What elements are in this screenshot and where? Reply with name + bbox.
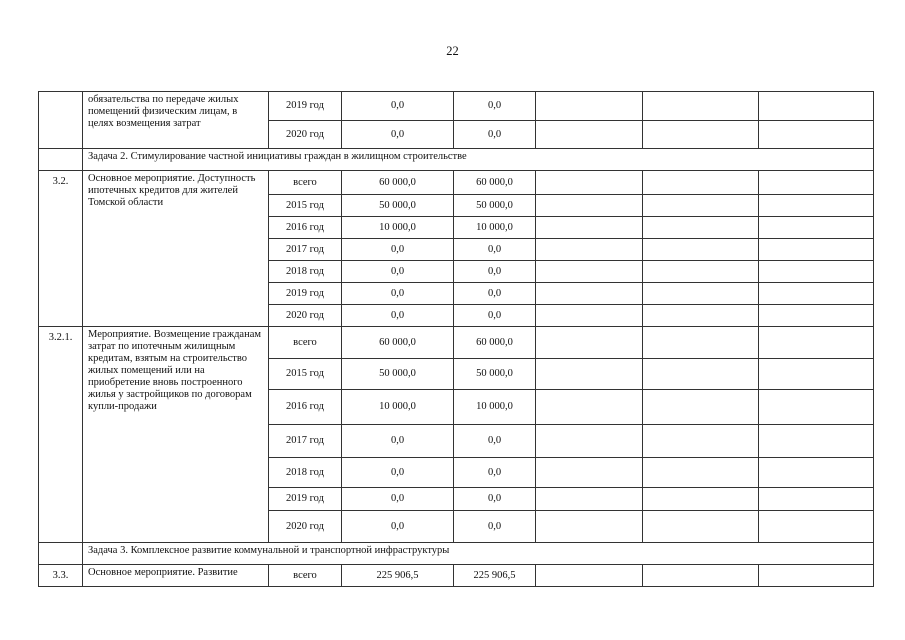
empty-cell xyxy=(759,283,874,305)
year-cell: 2019 год xyxy=(269,92,342,121)
empty-cell xyxy=(643,458,759,488)
value-cell: 0,0 xyxy=(454,511,536,543)
empty-cell xyxy=(759,171,874,195)
empty-cell xyxy=(759,217,874,239)
year-cell: всего xyxy=(269,327,342,359)
empty-cell xyxy=(759,195,874,217)
empty-cell xyxy=(759,511,874,543)
year-cell: 2017 год xyxy=(269,425,342,458)
value-cell: 0,0 xyxy=(454,458,536,488)
value-cell: 10 000,0 xyxy=(342,217,454,239)
item-number: 3.2. xyxy=(39,171,83,327)
empty-cell xyxy=(759,121,874,149)
value-cell: 0,0 xyxy=(454,305,536,327)
empty-cell xyxy=(643,283,759,305)
value-cell: 50 000,0 xyxy=(454,195,536,217)
empty-cell xyxy=(643,565,759,587)
task-row xyxy=(39,543,874,565)
value-cell: 0,0 xyxy=(342,488,454,511)
empty-cell xyxy=(643,92,759,121)
value-cell: 0,0 xyxy=(342,121,454,149)
item-name: Мероприятие. Возмещение гражданам затрат по ипотечным жилищным кредитам, взятым на строительство жилых помещений или на приобретение вновь построенного жилья у застройщиков по договорам купли-продажи xyxy=(83,327,269,543)
year-cell: 2020 год xyxy=(269,511,342,543)
empty-cell xyxy=(536,121,643,149)
empty-cell xyxy=(39,543,83,565)
item-name: Основное мероприятие. Доступность ипотечных кредитов для жителей Томской области xyxy=(83,171,269,327)
empty-cell xyxy=(536,425,643,458)
task-row xyxy=(39,149,874,171)
year-cell: 2019 год xyxy=(269,283,342,305)
value-cell: 60 000,0 xyxy=(454,171,536,195)
value-cell: 10 000,0 xyxy=(454,217,536,239)
empty-cell xyxy=(643,425,759,458)
empty-cell xyxy=(536,171,643,195)
value-cell: 60 000,0 xyxy=(454,327,536,359)
table-row xyxy=(39,171,874,195)
empty-cell xyxy=(536,283,643,305)
empty-cell xyxy=(643,511,759,543)
value-cell: 60 000,0 xyxy=(342,171,454,195)
empty-cell xyxy=(536,305,643,327)
value-cell: 0,0 xyxy=(342,239,454,261)
empty-cell xyxy=(536,565,643,587)
empty-cell xyxy=(759,261,874,283)
empty-cell xyxy=(759,239,874,261)
value-cell: 0,0 xyxy=(342,92,454,121)
year-cell: 2018 год xyxy=(269,458,342,488)
empty-cell xyxy=(759,390,874,425)
year-cell: 2015 год xyxy=(269,359,342,390)
value-cell: 0,0 xyxy=(454,92,536,121)
empty-cell xyxy=(759,488,874,511)
year-cell: 2017 год xyxy=(269,239,342,261)
year-cell: всего xyxy=(269,565,342,587)
empty-cell xyxy=(759,92,874,121)
value-cell: 0,0 xyxy=(342,261,454,283)
year-cell: 2015 год xyxy=(269,195,342,217)
table-row xyxy=(39,92,874,121)
table-row xyxy=(39,565,874,587)
year-cell: 2020 год xyxy=(269,121,342,149)
empty-cell xyxy=(759,565,874,587)
value-cell: 0,0 xyxy=(342,425,454,458)
empty-cell xyxy=(759,425,874,458)
empty-cell xyxy=(536,458,643,488)
empty-cell xyxy=(643,390,759,425)
empty-cell xyxy=(643,327,759,359)
task-title: Задача 3. Комплексное развитие коммунальной и транспортной инфраструктуры xyxy=(83,543,874,565)
item-name: обязательства по передаче жилых помещений физическим лицам, в целях возмещения затрат xyxy=(83,92,269,149)
year-cell: всего xyxy=(269,171,342,195)
empty-cell xyxy=(759,458,874,488)
value-cell: 0,0 xyxy=(454,261,536,283)
value-cell: 0,0 xyxy=(342,458,454,488)
value-cell: 0,0 xyxy=(454,239,536,261)
year-cell: 2016 год xyxy=(269,390,342,425)
empty-cell xyxy=(643,261,759,283)
empty-cell xyxy=(536,359,643,390)
task-title: Задача 2. Стимулирование частной инициативы граждан в жилищном строительстве xyxy=(83,149,874,171)
empty-cell xyxy=(39,92,83,149)
empty-cell xyxy=(536,239,643,261)
value-cell: 0,0 xyxy=(454,425,536,458)
year-cell: 2018 год xyxy=(269,261,342,283)
value-cell: 0,0 xyxy=(342,283,454,305)
financing-table xyxy=(38,91,874,587)
empty-cell xyxy=(536,261,643,283)
empty-cell xyxy=(759,359,874,390)
empty-cell xyxy=(643,305,759,327)
table-row xyxy=(39,327,874,359)
value-cell: 50 000,0 xyxy=(342,195,454,217)
empty-cell xyxy=(643,488,759,511)
empty-cell xyxy=(643,195,759,217)
value-cell: 60 000,0 xyxy=(342,327,454,359)
empty-cell xyxy=(643,171,759,195)
page-number: 22 xyxy=(446,44,459,58)
empty-cell xyxy=(536,92,643,121)
value-cell: 10 000,0 xyxy=(342,390,454,425)
empty-cell xyxy=(643,359,759,390)
year-cell: 2019 год xyxy=(269,488,342,511)
value-cell: 0,0 xyxy=(454,121,536,149)
empty-cell xyxy=(536,511,643,543)
year-cell: 2020 год xyxy=(269,305,342,327)
empty-cell xyxy=(536,327,643,359)
year-cell: 2016 год xyxy=(269,217,342,239)
empty-cell xyxy=(759,305,874,327)
empty-cell xyxy=(643,239,759,261)
empty-cell xyxy=(536,217,643,239)
item-number: 3.3. xyxy=(39,565,83,587)
empty-cell xyxy=(759,327,874,359)
item-name: Основное мероприятие. Развитие xyxy=(83,565,269,587)
value-cell: 0,0 xyxy=(454,283,536,305)
value-cell: 0,0 xyxy=(342,511,454,543)
value-cell: 225 906,5 xyxy=(342,565,454,587)
value-cell: 0,0 xyxy=(342,305,454,327)
empty-cell xyxy=(643,217,759,239)
value-cell: 50 000,0 xyxy=(454,359,536,390)
empty-cell xyxy=(536,390,643,425)
value-cell: 50 000,0 xyxy=(342,359,454,390)
empty-cell xyxy=(643,121,759,149)
item-number: 3.2.1. xyxy=(39,327,83,543)
value-cell: 225 906,5 xyxy=(454,565,536,587)
empty-cell xyxy=(39,149,83,171)
value-cell: 0,0 xyxy=(454,488,536,511)
empty-cell xyxy=(536,195,643,217)
empty-cell xyxy=(536,488,643,511)
value-cell: 10 000,0 xyxy=(454,390,536,425)
